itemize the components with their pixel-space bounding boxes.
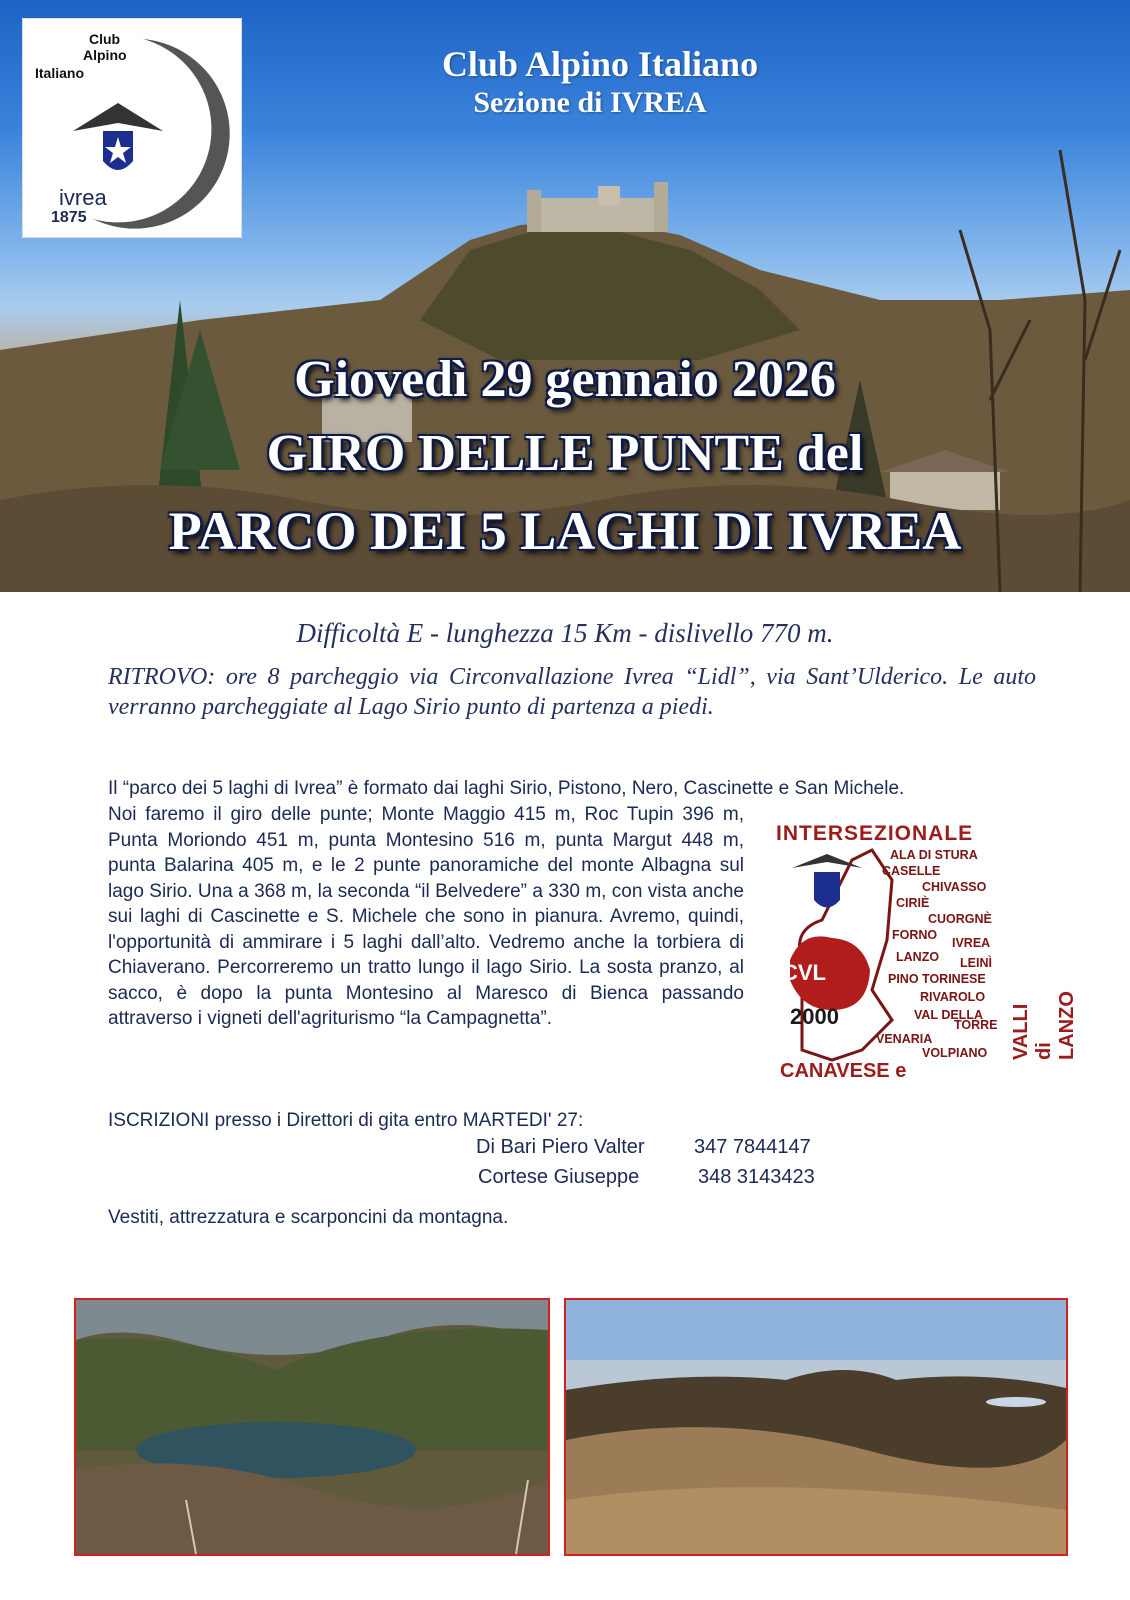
- event-title-line1: GIRO DELLE PUNTE del: [266, 425, 864, 482]
- org-name: Club Alpino Italiano: [441, 44, 759, 84]
- badge-town: RIVAROLO: [920, 990, 986, 1004]
- badge-town: LANZO: [896, 950, 940, 964]
- logo-text-club: Club: [89, 31, 121, 47]
- difficulty-line: Difficoltà E - lunghezza 15 Km - dislivello 770 m.: [296, 618, 834, 648]
- org-header: [330, 44, 870, 122]
- logo-text-alpino: Alpino: [83, 47, 127, 63]
- director-phone: 348 3143423: [698, 1166, 815, 1188]
- badge-town: ALA DI STURA: [890, 848, 978, 862]
- badge-town: PINO TORINESE: [888, 972, 986, 986]
- hero-banner: [0, 0, 1130, 592]
- badge-side: VALLI di LANZO: [1010, 991, 1078, 1060]
- badge-town: VENARIA: [876, 1032, 933, 1046]
- event-date: Giovedì 29 gennaio 2026: [294, 351, 836, 408]
- badge-town: IVREA: [952, 936, 991, 950]
- logo-text-italiano: Italiano: [35, 65, 85, 81]
- registration-text: ISCRIZIONI presso i Direttori di gita entro MARTEDI' 27:: [108, 1110, 584, 1131]
- director-phone: 347 7844147: [694, 1136, 811, 1158]
- meeting-point: RITROVO: ore 8 parcheggio via Circonvallazione Ivrea “Lidl”, via Sant’Ulderico. Le auto verranno parcheggiate al Lago Sirio punto di partenza a piedi.: [108, 664, 1036, 720]
- badge-title: INTERSEZIONALE: [776, 822, 974, 845]
- event-title-line2: PARCO DEI 5 LAGHI DI IVREA: [168, 501, 962, 561]
- badge-town: CIRIÈ: [896, 896, 930, 910]
- badge-town: LEINÌ: [960, 956, 992, 970]
- hills-panorama-photo: [564, 1298, 1068, 1556]
- cai-ivrea-logo: [22, 18, 242, 238]
- badge-town: VAL DELLA: [914, 1008, 983, 1022]
- lake-sirio-photo: [74, 1298, 550, 1556]
- badge-footer: CANAVESE e: [780, 1060, 907, 1082]
- equipment-note: Vestiti, attrezzatura e scarponcini da montagna.: [108, 1207, 509, 1228]
- badge-year: 2000: [790, 1004, 839, 1029]
- badge-town: FORNO: [892, 928, 938, 942]
- logo-city: ivrea: [59, 185, 107, 210]
- badge-cvl: CVL: [782, 960, 826, 985]
- badge-town: CASELLE: [882, 864, 941, 878]
- description-body: Noi faremo il giro delle punte; Monte Maggio 415 m, Roc Tupin 396 m, Punta Moriondo 451 m, punta Montesino 516 m, punta Margut 448 m, punta Balarina 405 m, e le 2 punte panoramiche del monte Albagna sul lago Sirio. Una a 368 m, la seconda “il Belvedere” a 330 m, con vista anche sui laghi di Cascinette e S. Michele che sono in pianura. Avremo, quindi, l'opportunità di ammirare i 5 laghi dall’alto. Vedremo anche la torbiera di Chiaverano. Percorreremo un tratto lungo il lago Sirio. La sosta pranzo, al sacco, è dopo la punta Montesino al Maresco di Bienca passando attraverso i vigneti dell'agriturismo “la Campagnetta”.: [108, 804, 744, 1029]
- description-intro: Il “parco dei 5 laghi di Ivrea” è formato dai laghi Sirio, Pistono, Nero, Cascinette e San Michele.: [108, 778, 905, 799]
- logo-year: 1875: [51, 209, 87, 226]
- intersezionale-badge: [772, 820, 1078, 1082]
- badge-town: VOLPIANO: [922, 1046, 988, 1060]
- director-name: Di Bari Piero Valter: [476, 1136, 645, 1158]
- org-section: Sezione di IVREA: [473, 86, 707, 119]
- badge-town: CHIVASSO: [922, 880, 987, 894]
- badge-town: TORRE: [954, 1018, 998, 1032]
- director-name: Cortese Giuseppe: [478, 1166, 640, 1188]
- badge-town: CUORGNÈ: [928, 912, 992, 926]
